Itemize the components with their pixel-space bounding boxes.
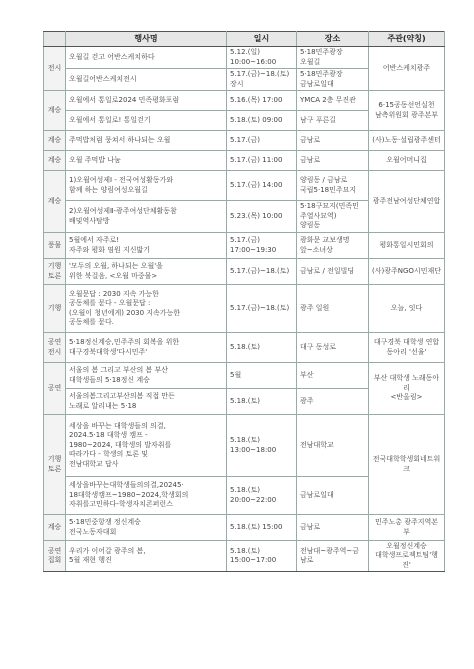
event-cell: 오월에서 통일로! 통일걷기 bbox=[66, 111, 227, 131]
table-header-row bbox=[44, 32, 445, 47]
date-cell: 5월 bbox=[227, 363, 297, 389]
organizer-cell: (사)광주NGO시민재단 bbox=[369, 259, 445, 285]
table-row bbox=[44, 233, 445, 259]
organizer-cell: 부산 대학생 노래동아리 <반올림> bbox=[369, 363, 445, 415]
header-place: 장소 bbox=[297, 32, 369, 47]
organizer-cell: 6·15공동선언실천 남측위원회 광주본부 bbox=[369, 91, 445, 131]
organizer-cell: (사)노동·설립광주센터 bbox=[369, 131, 445, 151]
header-date: 일시 bbox=[227, 32, 297, 47]
table-row bbox=[44, 171, 445, 201]
event-cell: 5월에서 자주로! 자주와 평화 염원 지신밟기 bbox=[66, 233, 227, 259]
place-cell: 금남로 bbox=[297, 131, 369, 151]
date-cell: 5.16.(목) 17:00 bbox=[227, 91, 297, 111]
event-cell: 5·18민중항쟁 정신계승 전국노동자대회 bbox=[66, 515, 227, 541]
place-cell: YMCA 2층 무진관 bbox=[297, 91, 369, 111]
date-cell: 5.18.(토) 15:00~17:00 bbox=[227, 541, 297, 572]
table-row bbox=[44, 151, 445, 171]
date-cell: 5.17.(금)~18.(토) bbox=[227, 285, 297, 333]
date-cell: 5.17.(금) 14:00 bbox=[227, 171, 297, 201]
event-cell: 5·18정신계승,민주주의 회복을 위한 대구경북대학생'다시민주' bbox=[66, 333, 227, 363]
place-cell: 금남로일대 bbox=[297, 477, 369, 515]
place-cell: 5·18구묘지(민족민 주열사묘역) 양림동 bbox=[297, 201, 369, 233]
category-cell: 계승 bbox=[44, 151, 66, 171]
event-cell: 오월문답 : 2030 지속 가능한 공동체를 묻다 - 오월문답 : (오월이 청년에게) 2030 지속가능한 공동체를 묻다. bbox=[66, 285, 227, 333]
category-cell: 기행 토론 bbox=[44, 415, 66, 515]
place-cell: 대구 동성로 bbox=[297, 333, 369, 363]
header-event: 행사명 bbox=[66, 32, 227, 47]
event-cell: 2)오월여성제Ⅱ-광주여성단체활동참 배및역사탐방 bbox=[66, 201, 227, 233]
place-cell: 금남로 / 전일빌딩 bbox=[297, 259, 369, 285]
organizer-cell: 대구경북 대학생 연합 동아리 '선율' bbox=[369, 333, 445, 363]
event-cell: 서울의 봄 그리고 부산의 봄 부산 대학생들의 5·18정신 계승 bbox=[66, 363, 227, 389]
place-cell: 양림동 / 금남로 국립5·18민주묘지 bbox=[297, 171, 369, 201]
place-cell: 5·18민주광장 금남로일대 bbox=[297, 69, 369, 91]
date-cell: 5.23.(목) 10:00 bbox=[227, 201, 297, 233]
date-cell: 5.18.(토) bbox=[227, 389, 297, 415]
organizer-cell: 오월정신계승 대학생프로젝트팀'행진' bbox=[369, 541, 445, 572]
category-cell: 풍물 bbox=[44, 233, 66, 259]
place-cell: 광주 bbox=[297, 389, 369, 415]
table-row bbox=[44, 259, 445, 285]
category-cell: 기행 토론 bbox=[44, 259, 66, 285]
date-cell: 5.12.(일) 10:00~16:00 bbox=[227, 47, 297, 69]
date-cell: 5.18.(토) bbox=[227, 333, 297, 363]
table-row bbox=[44, 415, 445, 477]
category-cell: 계승 bbox=[44, 515, 66, 541]
category-cell: 계승 bbox=[44, 171, 66, 233]
place-cell: 5·18민주광장 오월길 bbox=[297, 47, 369, 69]
date-cell: 5.17.(금) 17:00~19:30 bbox=[227, 233, 297, 259]
date-cell: 5.17.(금)~18.(토) bbox=[227, 259, 297, 285]
date-cell: 5.17.(금) 11:00 bbox=[227, 151, 297, 171]
category-cell: 공연 전시 bbox=[44, 333, 66, 363]
event-cell: 우리가 이어갈 광주의 봄, 5월 재현 행진 bbox=[66, 541, 227, 572]
organizer-cell: 어반스케치광주 bbox=[369, 47, 445, 91]
event-schedule-table bbox=[43, 31, 445, 572]
table-row bbox=[44, 363, 445, 389]
header-organizer: 주관(약칭) bbox=[369, 32, 445, 47]
category-cell: 계승 bbox=[44, 131, 66, 151]
category-cell: 전시 bbox=[44, 47, 66, 91]
event-cell: 세상을 바꾸는 대학생들의 의결, 2024.5·18 대학생 캠프 - 1980~2024, 대학생의 발자취를 따라가다 - 학생의 토론 및 전남대학교 답사 bbox=[66, 415, 227, 477]
place-cell: 금남로 bbox=[297, 515, 369, 541]
date-cell: 5.18.(토) 15:00 bbox=[227, 515, 297, 541]
event-cell: 오월길 걷고 어반스케치하다 bbox=[66, 47, 227, 69]
place-cell: 부산 bbox=[297, 363, 369, 389]
organizer-cell: 민주노총 광주지역본부 bbox=[369, 515, 445, 541]
organizer-cell: 전국대학학생회네트워크 bbox=[369, 415, 445, 515]
table-row bbox=[44, 333, 445, 363]
event-cell: 오월길어반스케치전시 bbox=[66, 69, 227, 91]
organizer-cell: 오월어머니집 bbox=[369, 151, 445, 171]
date-cell: 5.18.(토) 13:00~18:00 bbox=[227, 415, 297, 477]
category-cell: 공연 bbox=[44, 363, 66, 415]
event-cell: 오월에서 통일로2024 민족평화포럼 bbox=[66, 91, 227, 111]
header-category bbox=[44, 32, 66, 47]
place-cell: 전남대~광주역~금 남로 bbox=[297, 541, 369, 572]
category-cell: 계승 bbox=[44, 91, 66, 131]
date-cell: 5.18.(토) 20:00~22:00 bbox=[227, 477, 297, 515]
place-cell: 전남대학교 bbox=[297, 415, 369, 477]
place-cell: 광화문 교보생명 앞~소녀상 bbox=[297, 233, 369, 259]
event-cell: 오월 주먹밥 나눔 bbox=[66, 151, 227, 171]
table-row bbox=[44, 515, 445, 541]
place-cell: 남구 푸른길 bbox=[297, 111, 369, 131]
table-row bbox=[44, 91, 445, 111]
table-row bbox=[44, 285, 445, 333]
event-cell: 세상을바꾸는대학생들의의결,20245· 18대학생캠프~1980~2024,학생회의 자취를고민하다-학생자치콘퍼런스 bbox=[66, 477, 227, 515]
organizer-cell: 평화통일시민회의 bbox=[369, 233, 445, 259]
organizer-cell: 오늘, 잇다 bbox=[369, 285, 445, 333]
event-cell: '모두의 오월, 하나되는 오월'을 위한 북걸음, <오월 마중물> bbox=[66, 259, 227, 285]
organizer-cell: 광주전남여성단체연합 bbox=[369, 171, 445, 233]
category-cell: 기행 bbox=[44, 285, 66, 333]
date-cell: 5.17.(금)~18.(토) 장시 bbox=[227, 69, 297, 91]
table-row bbox=[44, 47, 445, 69]
table-row bbox=[44, 131, 445, 151]
date-cell: 5.18.(토) 09:00 bbox=[227, 111, 297, 131]
place-cell: 금남로 bbox=[297, 151, 369, 171]
event-cell: 1)오월여성제Ⅰ - 전국여성활동가와 함께 하는 양림여성오월길 bbox=[66, 171, 227, 201]
event-cell: 주먹밥처럼 뭉쳐서 하나되는 오월 bbox=[66, 131, 227, 151]
category-cell: 공연 집회 bbox=[44, 541, 66, 572]
place-cell: 광주 일원 bbox=[297, 285, 369, 333]
table-row bbox=[44, 541, 445, 572]
date-cell: 5.17.(금) bbox=[227, 131, 297, 151]
event-cell: 서울의봄그리고부산의봄 직접 만든 노래로 알리내는 5·18 bbox=[66, 389, 227, 415]
